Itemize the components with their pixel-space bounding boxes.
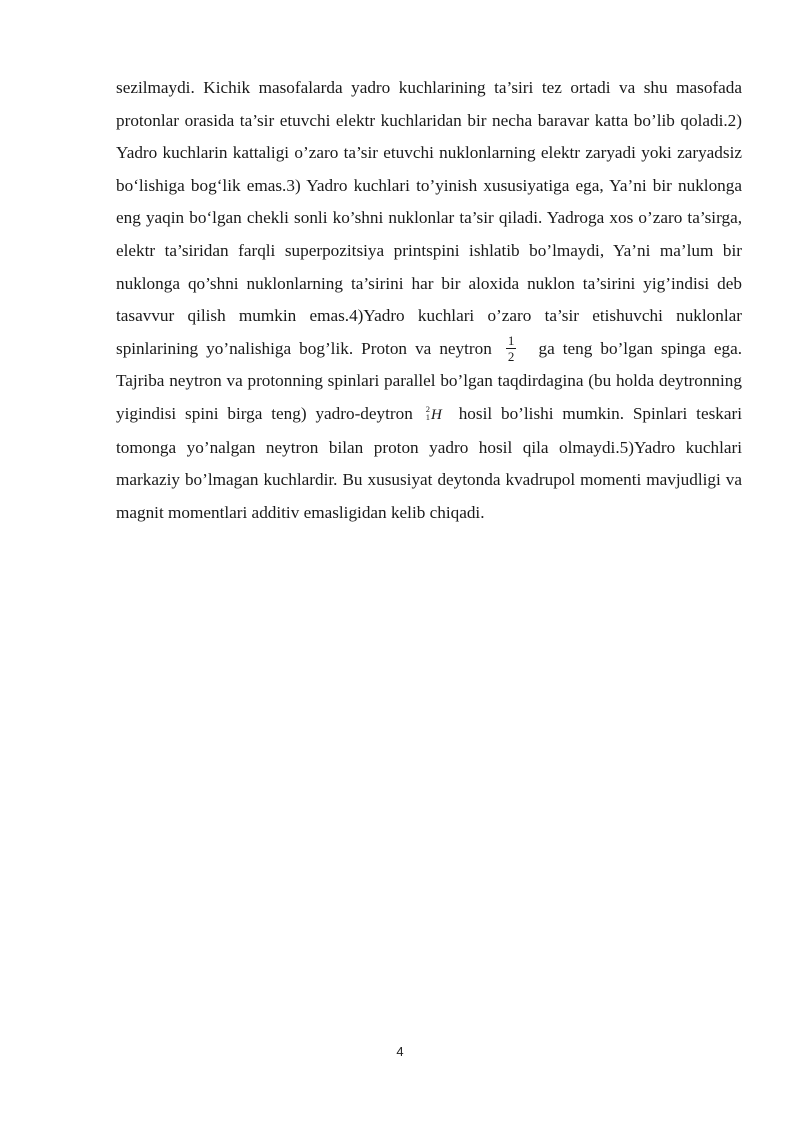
paragraph-text-part3: hosil bo’lishi mumkin. Spinlari teskari tomonga yo’nalgan neytron bilan proton yadro hosil qila olmaydi.5)Yadro kuchlari markaziy bo’lmagan kuchlardir. Bu xususiyat deytonda kvadrupol momenti mavjudligi va magnit momentlari additiv emasligidan kelib chiqadi. (116, 403, 743, 522)
nuclide-mass-number: 2 (425, 403, 430, 414)
body-paragraph (116, 72, 742, 529)
fraction-numerator: 1 (507, 333, 515, 349)
page-number: 4 (396, 1044, 404, 1059)
fraction-denominator: 2 (507, 349, 515, 365)
nuclide-element: H (430, 406, 442, 423)
paragraph-text-part1: sezilmaydi. Kichik masofalarda yadro kuchlarining ta’siri tez ortadi va shu masofada protonlar orasida ta’sir etuvchi elektr kuchlaridan bir necha baravar katta bo’lib qoladi.2) Yadro kuchlarin kattaligi o’zaro ta’sir etuvchi nuklonlarning elektr zaryadi yoki zaryadsiz bo‘lishiga bog‘lik emas.3) Yadro kuchlari to’yinish xususiyatiga ega, Ya’ni bir nuklonga eng yaqin bo‘lgan chekli sonli ko’shni nuklonlar ta’sir qiladi. Yadroga xos o’zaro ta’sirga, elektr ta’siridan farqli superpozitsiya printspini ishlatib bo’lmaydi, Ya’ni ma’lum bir nuklonga qo’shni nuklonlarning ta’sirini har bir aloxida nuklon ta’sirini yig’indisi deb tasavvur qilish mumkin emas.4)Yadro kuchlari o’zaro ta’sir etishuvchi nuklonlar spinlarining yo’nalishiga bog’lik. Proton va neytron (116, 78, 742, 358)
deuteron-nuclide-symbol (426, 399, 442, 432)
nuclide-scripts (426, 405, 430, 421)
paragraph-text-part2: ga teng bo’lgan spinga ega. Tajriba neytron va protonning spinlari parallel bo’lgan taqdirdagina (bu holda deytronning yigindisi spini birga teng) yadro-deytron (116, 338, 743, 423)
nuclide-atomic-number: 1 (425, 411, 430, 422)
fraction-one-half (506, 333, 517, 364)
